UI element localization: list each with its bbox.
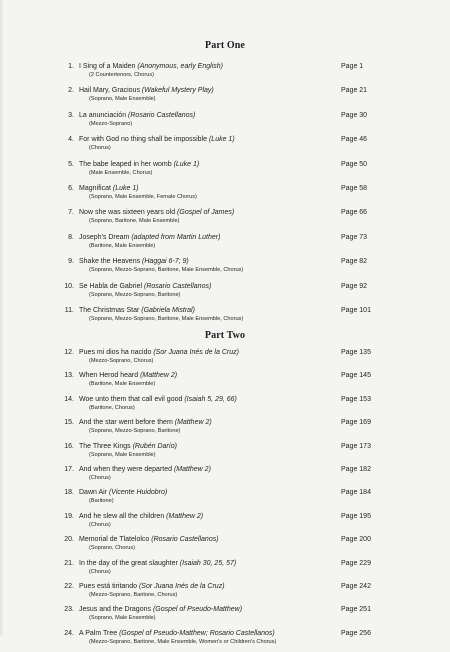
entry-title-line (79, 208, 234, 217)
entry-title-line (79, 442, 177, 451)
entry-title: Woe unto them that call evil good (79, 395, 185, 403)
entry-source: (Anonymous, early English) (137, 63, 223, 70)
toc-entry (58, 371, 398, 394)
toc-entry (58, 488, 398, 511)
part-two-list (58, 348, 398, 652)
entry-title: The Three Kings (79, 442, 133, 450)
toc-entry (58, 395, 398, 418)
entry-page: Page 242 (341, 582, 371, 590)
entry-source: (Rosario Castellanos) (143, 282, 212, 290)
entry-number: 8. (68, 233, 74, 241)
entry-source: (Matthew 2) (173, 465, 211, 473)
entry-title: A Palm Tree (79, 629, 120, 637)
entry-number: 4. (68, 136, 74, 144)
entry-number: 21. (64, 559, 74, 567)
entry-voices: (Chorus) (89, 474, 111, 481)
entry-source: (Luke 1) (173, 160, 200, 168)
entry-title: Memorial de Tlatelolco (79, 536, 152, 544)
toc-entry (58, 559, 398, 582)
entry-voices: (Soprano, Mezzo-Soprano, Baritone, Male Ensemble, Chorus) (89, 267, 244, 274)
entry-number: 20. (64, 536, 74, 544)
entry-title: And he slew all the children (79, 512, 167, 520)
toc-entry (58, 257, 398, 281)
entry-page: Page 135 (341, 349, 371, 356)
entry-title-line (79, 282, 211, 291)
entry-number: 13. (64, 372, 74, 380)
entry-source: (Matthew 2) (166, 512, 204, 520)
entry-source: (Haggai 6-7; 9) (142, 258, 189, 266)
entry-source: (Vicente Huidobro) (108, 489, 168, 497)
toc-entry (58, 605, 398, 628)
entry-title: Se Habla de Gabriel (79, 282, 144, 290)
toc-entry (58, 135, 398, 159)
entry-page: Page 256 (341, 629, 371, 637)
entry-page: Page 169 (341, 419, 371, 427)
entry-number: 2. (68, 87, 74, 95)
entry-title-line (79, 233, 220, 242)
entry-voices: (Soprano, Mezzo-Soprano, Baritone, Male Ensemble, Chorus) (89, 315, 244, 322)
entry-source: (Isaiah 30, 25, 57) (179, 559, 237, 567)
entry-page: Page 229 (341, 559, 371, 567)
entry-page: Page 73 (341, 233, 368, 241)
entry-source: (Gospel of Pseudo-Matthew; Rosario Castellanos) (119, 629, 275, 637)
entry-source: (adapted from Martin Luther) (131, 233, 221, 241)
entry-number: 1. (68, 63, 74, 70)
entry-page: Page 1 (341, 63, 364, 70)
entry-title-line (79, 348, 239, 357)
entry-voices: (Soprano, Baritone, Male Ensemble) (89, 218, 180, 225)
entry-source: (Sor Juana Inés de la Cruz) (153, 349, 239, 356)
toc-entry (58, 282, 398, 306)
entry-source: (Isaiah 5, 29, 66) (184, 395, 237, 403)
entry-page: Page 200 (341, 536, 371, 544)
entry-page: Page 92 (341, 282, 368, 290)
entry-source: (Sor Juana Inés de la Cruz) (138, 582, 225, 590)
entry-title: Dawn Air (79, 489, 109, 497)
toc-entry (58, 582, 398, 605)
entry-page: Page 184 (341, 489, 371, 497)
entry-number: 7. (68, 209, 74, 217)
toc-entry (58, 442, 398, 465)
entry-title-line (79, 582, 225, 591)
entry-source: (Gospel of Pseudo-Matthew) (152, 606, 243, 614)
entry-title-line (79, 371, 177, 380)
entry-voices: (Mezzo-Soprano, Baritone, Chorus) (89, 591, 178, 598)
entry-source: (Luke 1) (208, 136, 235, 144)
entry-source: (Gospel of James) (177, 209, 235, 217)
entry-number: 19. (64, 512, 74, 520)
entry-title-line (79, 86, 214, 95)
entry-title: Hail Mary, Gracious (79, 87, 142, 95)
entry-voices: (Soprano, Male Ensemble) (89, 451, 156, 458)
entry-number: 17. (64, 465, 74, 473)
entry-voices: (Mezzo-Soprano, Chorus) (89, 358, 154, 364)
entry-number: 24. (64, 629, 74, 637)
entry-voices: (Soprano, Mezzo-Soprano, Baritone) (89, 291, 181, 298)
toc-entry (58, 208, 398, 232)
entry-page: Page 153 (341, 395, 371, 403)
entry-voices: (Soprano, Male Ensemble) (89, 615, 156, 622)
entry-title: La anunciación (79, 111, 129, 119)
entry-page: Page 50 (341, 160, 368, 168)
entry-title: Now she was sixteen years old (79, 209, 178, 217)
toc-entry (58, 418, 398, 441)
entry-number: 23. (64, 606, 74, 614)
entry-page: Page 195 (341, 512, 371, 520)
entry-source: (Gabriela Mistral) (141, 306, 195, 314)
entry-page: Page 46 (341, 136, 368, 144)
toc-entry (58, 629, 398, 652)
entry-title-line (79, 488, 167, 497)
toc-entry (58, 348, 398, 371)
entry-voices: (Soprano, Male Ensemble) (89, 96, 156, 103)
entry-page: Page 173 (341, 442, 371, 450)
entry-page: Page 101 (341, 306, 371, 314)
entry-title: The babe leaped in her womb (79, 160, 174, 168)
entry-number: 16. (64, 442, 74, 450)
entry-title-line (79, 559, 236, 568)
entry-title: Shake the Heavens (79, 258, 143, 266)
entry-voices: (Male Ensemble, Chorus) (89, 169, 153, 176)
entry-voices: (Chorus) (89, 568, 111, 575)
entry-number: 14. (64, 395, 74, 403)
entry-title-line (79, 395, 237, 404)
entry-number: 12. (64, 349, 74, 356)
entry-source: (Luke 1) (112, 184, 139, 192)
entry-title: Pues mi dios ha nacido (79, 349, 154, 356)
entry-title-line (79, 512, 203, 521)
entry-number: 11. (64, 306, 74, 314)
entry-title: And when they were departed (79, 465, 174, 473)
part-one-heading: Part One (205, 40, 245, 51)
toc-entry (58, 184, 398, 208)
toc-entry (58, 86, 398, 110)
entry-title-line (79, 306, 195, 315)
entry-number: 18. (64, 489, 74, 497)
entry-page: Page 251 (341, 606, 371, 614)
entry-title-line (79, 62, 223, 71)
entry-title-line (79, 184, 139, 193)
entry-source: (Wakeful Mystery Play) (141, 87, 214, 95)
entry-title: The Christmas Star (79, 306, 142, 314)
entry-voices: (Baritone, Male Ensemble) (89, 242, 156, 249)
entry-voices: (Soprano, Male Ensemble, Female Chorus) (89, 193, 197, 200)
entry-source: (Matthew 2) (140, 372, 178, 380)
entry-number: 22. (64, 582, 74, 590)
entry-number: 9. (68, 258, 74, 266)
entry-page: Page 145 (341, 372, 371, 380)
entry-voices: (Mezzo-Soprano) (89, 120, 133, 127)
entry-source: (Rosario Castellanos) (151, 536, 219, 544)
entry-voices: (Baritone, Male Ensemble) (89, 381, 156, 388)
entry-title-line (79, 135, 235, 144)
entry-title: Joseph's Dream (79, 233, 132, 241)
page-edge-shadow (0, 0, 4, 636)
toc-entry (58, 306, 398, 330)
entry-voices: (Chorus) (89, 521, 111, 528)
toc-entry (58, 111, 398, 135)
entry-voices: (Soprano, Chorus) (89, 545, 136, 552)
toc-entry (58, 535, 398, 558)
entry-title: When Herod heard (79, 372, 141, 380)
toc-entry (58, 512, 398, 535)
entry-title-line (79, 257, 189, 266)
entry-title: For with God no thing shall be impossible (79, 136, 209, 144)
entry-title-line (79, 535, 219, 544)
entry-source: (Rosario Castellanos) (128, 111, 196, 119)
entry-title: In the day of the great slaughter (79, 559, 180, 567)
toc-entry (58, 233, 398, 257)
entry-page: Page 30 (341, 111, 368, 119)
entry-title-line (79, 605, 242, 614)
entry-page: Page 21 (341, 87, 368, 95)
entry-title: Jesus and the Dragons (79, 606, 153, 614)
entry-source: (Matthew 2) (174, 419, 212, 427)
entry-number: 5. (68, 160, 74, 168)
entry-title: Pues está tiritando (79, 582, 139, 590)
toc-entry (58, 62, 398, 86)
entry-voices: (Soprano, Mezzo-Soprano, Baritone) (89, 428, 181, 435)
entry-voices: (2 Countertenors, Chorus) (89, 72, 154, 78)
entry-page: Page 82 (341, 258, 368, 266)
entry-voices: (Baritone, Chorus) (89, 404, 135, 411)
toc-entry (58, 160, 398, 184)
entry-page: Page 66 (341, 209, 368, 217)
entry-number: 3. (68, 111, 74, 119)
entry-number: 10. (64, 282, 74, 290)
entry-title: And the star went before them (79, 419, 175, 427)
entry-source: (Rubén Darío) (132, 442, 177, 450)
entry-number: 15. (64, 419, 74, 427)
entry-voices: (Mezzo-Soprano, Baritone, Male Ensemble, Women's or Children's Chorus) (89, 638, 277, 645)
entry-title-line (79, 111, 195, 120)
entry-title-line (79, 465, 211, 474)
entry-page: Page 58 (341, 184, 368, 192)
entry-title-line (79, 629, 275, 638)
entry-title: Magnificat (79, 184, 113, 192)
part-two-heading: Part Two (204, 330, 246, 341)
entry-title: I Sing of a Maiden (79, 63, 138, 70)
entry-number: 6. (68, 184, 74, 192)
part-one-list (58, 62, 398, 330)
toc-entry (58, 465, 398, 488)
entry-title-line (79, 418, 212, 427)
entry-title-line (79, 160, 199, 169)
entry-voices: (Chorus) (89, 145, 111, 152)
entry-page: Page 182 (341, 465, 371, 473)
entry-voices: (Baritone) (89, 498, 114, 505)
